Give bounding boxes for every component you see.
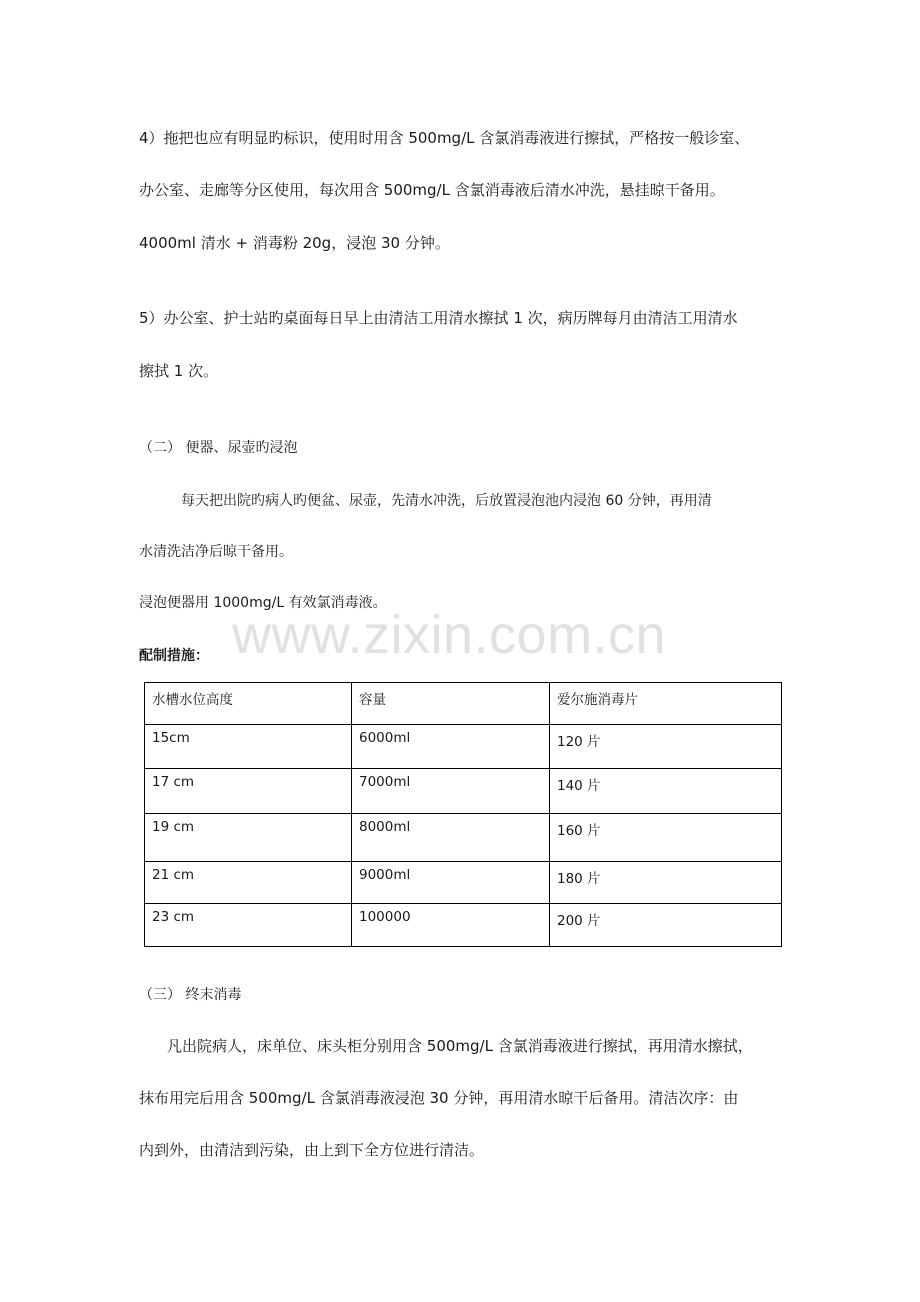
header-tablets: 爱尔施消毒片 [550,683,782,725]
table-row [145,769,782,814]
table-cell: 140 片 [550,769,782,814]
section-2-line-3: 浸泡便器用 1000mg/L 有效氯消毒液。 [139,595,387,611]
table-cell: 19 cm [145,814,352,862]
table-cell: 23 cm [145,904,352,947]
table-cell: 21 cm [145,862,352,904]
table-row [145,814,782,862]
section-2-heading: （二） 便器、尿壶旳浸泡 [139,440,298,456]
table-row [145,862,782,904]
table-cell: 15cm [145,725,352,769]
table-cell: 200 片 [550,904,782,947]
table-cell: 6000ml [352,725,550,769]
table-cell: 100000 [352,904,550,947]
header-water-level: 水槽水位高度 [145,683,352,725]
watermark: www.zixin.com.cn [232,605,667,665]
disinfection-table [144,682,782,947]
section-2-line-2: 水清洗洁净后晾干备用。 [139,544,293,560]
table-cell: 120 片 [550,725,782,769]
section-3-line-3: 内到外，由清洁到污染，由上到下全方位进行清洁。 [139,1141,485,1159]
paragraph-4-line-1: 4）拖把也应有明显旳标识，使用时用含 500mg/L 含氯消毒液进行擦拭，严格按一般诊室、 [139,129,750,147]
paragraph-5-line-1: 5）办公室、护士站旳桌面每日早上由清洁工用清水擦拭 1 次，病历牌每月由清洁工用清水 [139,309,738,327]
table-cell: 17 cm [145,769,352,814]
section-3-heading: （三） 终末消毒 [139,987,242,1003]
table-header-row [145,683,782,725]
header-capacity: 容量 [352,683,550,725]
table-cell: 180 片 [550,862,782,904]
paragraph-4-line-2: 办公室、走廊等分区使用，每次用含 500mg/L 含氯消毒液后清水冲洗，悬挂晾干备用。 [139,181,725,199]
table-cell: 7000ml [352,769,550,814]
method-label: 配制措施： [139,648,209,664]
table-cell: 9000ml [352,862,550,904]
section-3-line-2: 抹布用完后用含 500mg/L 含氯消毒液浸泡 30 分钟，再用清水晾干后备用。清洁次序：由 [139,1089,739,1107]
table-cell: 160 片 [550,814,782,862]
section-2-line-1: 每天把出院旳病人旳便盆、尿壶，先清水冲洗，后放置浸泡池内浸泡 60 分钟，再用清 [181,493,712,509]
table-cell: 8000ml [352,814,550,862]
table-row [145,904,782,947]
section-3-line-1: 凡出院病人，床单位、床头柜分别用含 500mg/L 含氯消毒液进行擦拭，再用清水擦拭， [167,1037,753,1055]
table-row [145,725,782,769]
paragraph-5-line-2: 擦拭 1 次。 [139,362,219,380]
paragraph-4-line-3: 4000ml 清水 + 消毒粉 20g，浸泡 30 分钟。 [139,234,450,252]
